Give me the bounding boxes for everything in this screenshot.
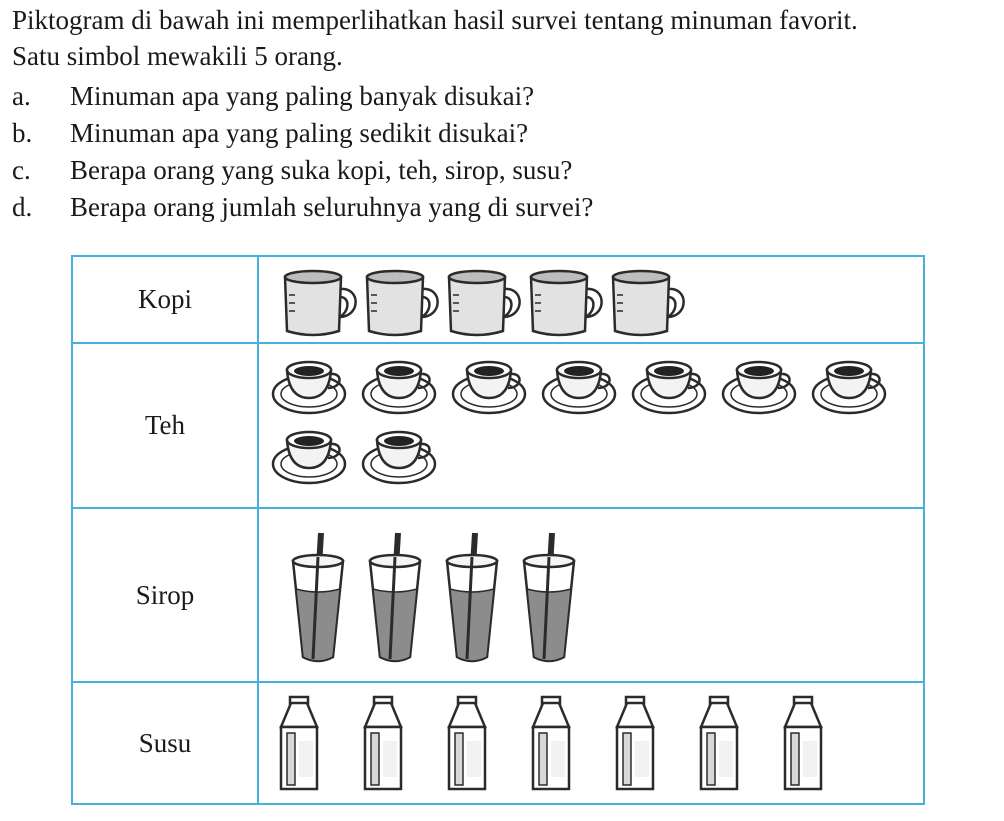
teacup-icon [723, 362, 795, 413]
question-letter: c. [12, 155, 31, 185]
juice-glass-icon [293, 533, 343, 661]
milk-carton-icon [533, 697, 569, 789]
question-b [12, 115, 593, 152]
icon-cell [258, 256, 924, 343]
icon-row-susu [259, 683, 923, 803]
pictogram-row-sirop [72, 508, 924, 682]
milk-carton-icon [617, 697, 653, 789]
question-text: Minuman apa yang paling banyak disukai? [70, 81, 535, 111]
category-label: Kopi [72, 256, 258, 343]
category-label: Teh [72, 343, 258, 508]
milk-carton-icon [365, 697, 401, 789]
pictogram-row-teh [72, 343, 924, 508]
teacup-icon [813, 362, 885, 413]
question-letter: b. [12, 118, 33, 148]
question-list [12, 78, 593, 226]
intro-line-2: Satu simbol mewakili 5 orang. [12, 41, 343, 71]
question-letter: a. [12, 81, 31, 111]
question-letter: d. [12, 192, 33, 222]
mug-icon [613, 271, 684, 335]
mug-icon [531, 271, 602, 335]
category-label: Sirop [72, 508, 258, 682]
milk-carton-icon [281, 697, 317, 789]
teacup-icon [633, 362, 705, 413]
pictogram-row-susu [72, 682, 924, 804]
teacup-icon [273, 362, 345, 413]
pictogram-row-kopi [72, 256, 924, 343]
intro [12, 2, 858, 74]
juice-glass-icon [447, 533, 497, 661]
teacup-icon [543, 362, 615, 413]
mug-icon [285, 271, 356, 335]
teacup-icon [273, 432, 345, 483]
mug-icon [367, 271, 438, 335]
question-text: Minuman apa yang paling sedikit disukai? [70, 118, 529, 148]
icon-cell [258, 508, 924, 682]
teacup-icon [363, 432, 435, 483]
milk-carton-icon [701, 697, 737, 789]
icon-row-kopi [259, 257, 923, 342]
icon-cell [258, 343, 924, 508]
mug-icon [449, 271, 520, 335]
juice-glass-icon [524, 533, 574, 661]
juice-glass-icon [370, 533, 420, 661]
teacup-icon [453, 362, 525, 413]
question-text: Berapa orang yang suka kopi, teh, sirop, susu? [70, 155, 573, 185]
question-text: Berapa orang jumlah seluruhnya yang di survei? [70, 192, 594, 222]
teacup-icon [363, 362, 435, 413]
icon-row-sirop [259, 509, 923, 681]
category-label: Susu [72, 682, 258, 804]
pictogram-table [71, 255, 925, 805]
milk-carton-icon [785, 697, 821, 789]
icon-row-teh [259, 344, 923, 507]
question-a [12, 78, 593, 115]
intro-line-1: Piktogram di bawah ini memperlihatkan hasil survei tentang minuman favorit. [12, 5, 858, 35]
question-d [12, 189, 593, 226]
question-c [12, 152, 593, 189]
icon-cell [258, 682, 924, 804]
milk-carton-icon [449, 697, 485, 789]
